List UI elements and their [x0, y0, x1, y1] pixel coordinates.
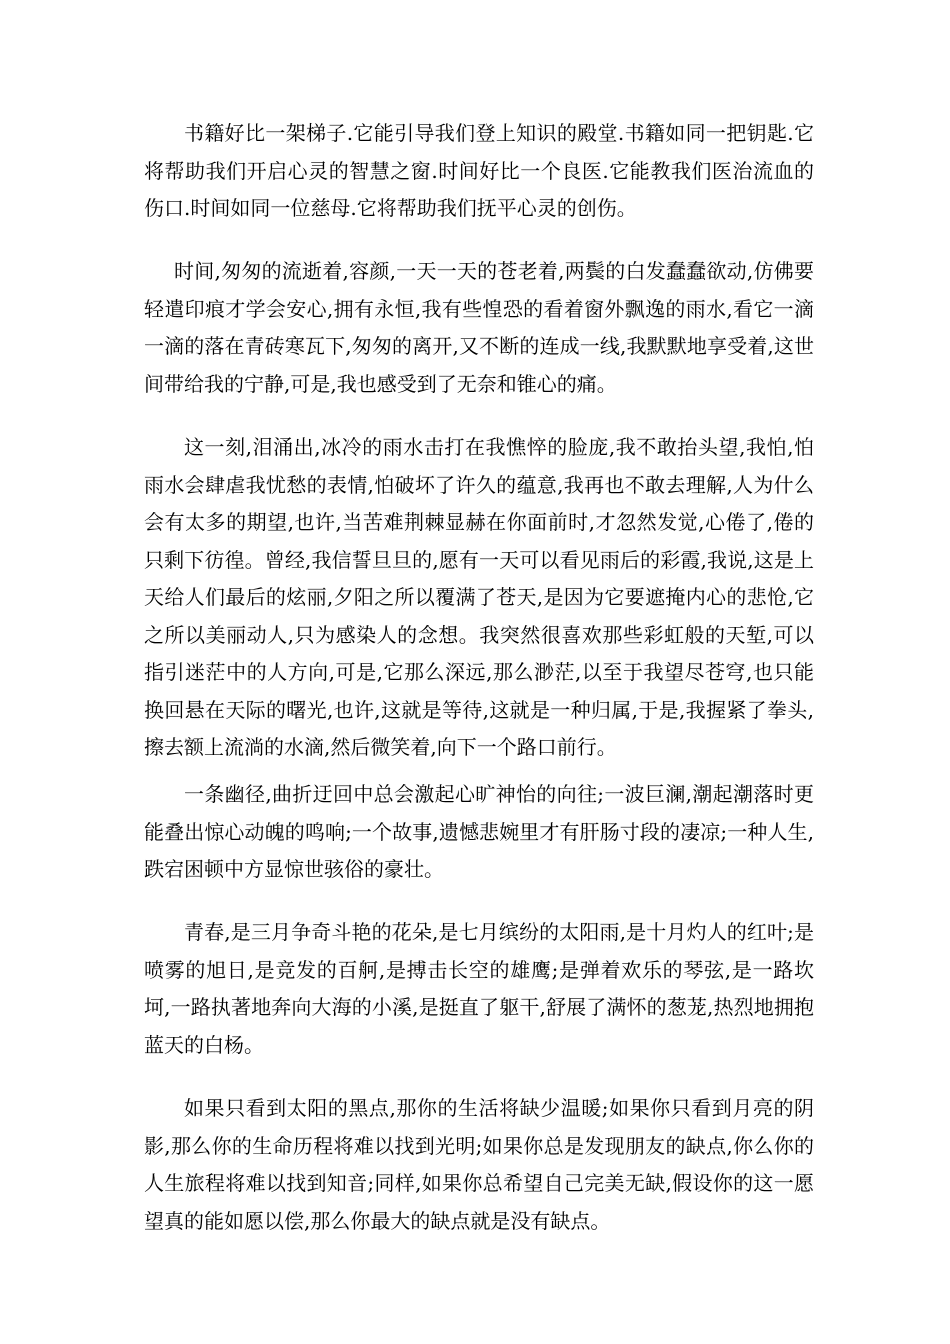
paragraph-youth: 青春,是三月争奇斗艳的花朵,是七月缤纷的太阳雨,是十月灼人的红叶;是喷雾的旭日,是竞发的百舸,是搏击长空的雄鹰;是弹着欢乐的琴弦,是一路坎坷,一路执著地奔向大海的小溪,是挺直了躯干,舒展了满怀的葱茏,热烈地拥抱蓝天的白杨。 [144, 920, 814, 1057]
paragraph-winding-path: 一条幽径,曲折迂回中总会激起心旷神怡的向往;一波巨澜,潮起潮落时更能叠出惊心动魄的鸣响;一个故事,遗憾悲婉里才有肝肠寸段的凄凉;一种人生,跌宕困顿中方显惊世骇俗的豪壮。 [144, 782, 814, 881]
paragraph-time-passing: 时间,匆匆的流逝着,容颜,一天一天的苍老着,两鬓的白发蠢蠢欲动,仿佛要轻遣印痕才学会安心,拥有永恒,我有些惶恐的看着窗外飘逸的雨水,看它一滴一滴的落在青砖寒瓦下,匆匆的离开,又不断的连成一线,我默默地享受着,这世间带给我的宁静,可是,我也感受到了无奈和锥心的痛。 [144, 259, 814, 396]
paragraph-this-moment: 这一刻,泪涌出,冰冷的雨水击打在我憔悴的脸庞,我不敢抬头望,我怕,怕雨水会肆虐我忧愁的表情,怕破坏了许久的蕴意,我再也不敢去理解,人为什么会有太多的期望,也许,当苦难荆棘显赫在你面前时,才忽然发觉,心倦了,倦的只剩下彷徨。曾经,我信誓旦旦的,愿有一天可以看见雨后的彩霞,我说,这是上天给人们最后的炫丽,夕阳之所以覆满了苍天,是因为它要遮掩内心的悲怆,它之所以美丽动人,只为感染人的念想。我突然很喜欢那些彩虹般的天堑,可以指引迷茫中的人方向,可是,它那么深远,那么渺茫,以至于我望尽苍穹,也只能换回悬在天际的曙光,也许,这就是等待,这就是一种归属,于是,我握紧了拳头,擦去额上流淌的水滴,然后微笑着,向下一个路口前行。 [144, 435, 814, 759]
paragraph-books-and-time: 书籍好比一架梯子.它能引导我们登上知识的殿堂.书籍如同一把钥匙.它将帮助我们开启心灵的智慧之窗.时间好比一个良医.它能教我们医治流血的伤口.时间如同一位慈母.它将帮助我们抚平心灵的创伤。 [144, 121, 814, 220]
paragraph-sunspots: 如果只看到太阳的黑点,那你的生活将缺少温暖;如果你只看到月亮的阴影,那么你的生命历程将难以找到光明;如果你总是发现朋友的缺点,你么你的人生旅程将难以找到知音;同样,如果你总希望自己完美无缺,假设你的这一愿望真的能如愿以偿,那么你最大的缺点就是没有缺点。 [144, 1096, 814, 1233]
